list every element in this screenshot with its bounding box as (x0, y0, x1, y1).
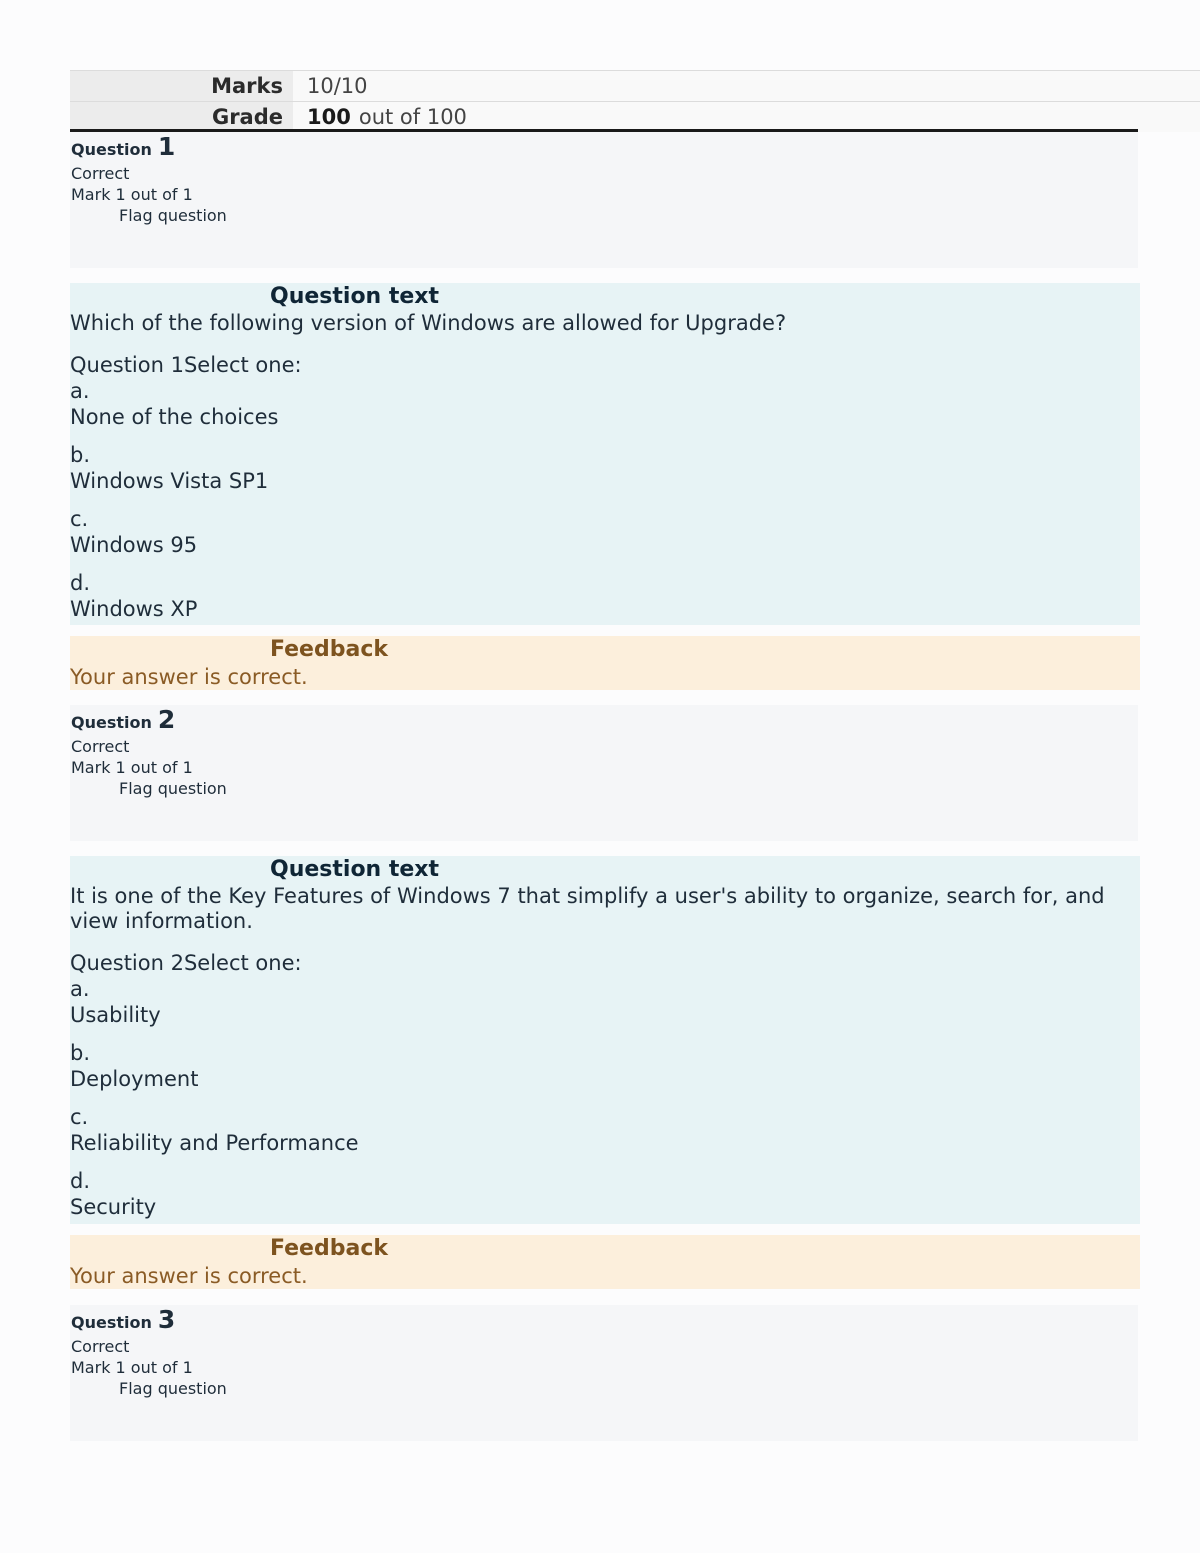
grade-out-of: out of 100 (358, 105, 467, 129)
question-state-2: Correct (71, 737, 130, 756)
answer-option-1a[interactable]: a. None of the choices (70, 379, 279, 429)
feedback-header-1: Feedback (270, 637, 388, 662)
answer-option-1b[interactable]: b. Windows Vista SP1 (70, 443, 269, 493)
answer-options-2 (70, 976, 1140, 1220)
feedback-message-1: Your answer is correct. (70, 665, 308, 689)
grade-value (293, 102, 1200, 132)
question-text-1 (70, 283, 1140, 625)
feedback-1 (70, 636, 1140, 690)
flag-question-3[interactable]: Flag question (119, 1379, 227, 1398)
question-text-2 (70, 856, 1140, 1224)
question-info-1 (70, 132, 1138, 268)
question-state-1: Correct (71, 164, 130, 183)
answer-option-1c[interactable]: c. Windows 95 (70, 507, 198, 557)
grade-score: 100 (307, 105, 351, 129)
attempt-summary (70, 70, 1200, 132)
question-number-2: Question 2 (71, 705, 176, 734)
question-mark-3: Mark 1 out of 1 (71, 1358, 193, 1377)
question-mark-1: Mark 1 out of 1 (71, 185, 193, 204)
grade-row (70, 101, 1200, 132)
answer-option-2d[interactable]: d. Security (70, 1169, 157, 1219)
select-one-label-1: Question 1Select one: (70, 353, 302, 377)
answer-option-2a[interactable]: a. Usability (70, 977, 161, 1027)
grade-label: Grade (70, 102, 293, 132)
answer-option-2c[interactable]: c. Reliability and Performance (70, 1105, 359, 1155)
select-one-label-2: Question 2Select one: (70, 951, 302, 975)
question-text-header-1: Question text (270, 284, 440, 309)
question-mark-2: Mark 1 out of 1 (71, 758, 193, 777)
feedback-header-2: Feedback (270, 1236, 388, 1261)
question-info-2 (70, 705, 1138, 841)
feedback-2 (70, 1235, 1140, 1289)
answer-options-1 (70, 378, 1140, 622)
flag-question-1[interactable]: Flag question (119, 206, 227, 225)
question-state-3: Correct (71, 1337, 130, 1356)
question-number-3: Question 3 (71, 1305, 176, 1334)
marks-row (70, 70, 1200, 101)
question-number-1: Question 1 (71, 132, 176, 161)
marks-value: 10/10 (293, 71, 1200, 101)
marks-label: Marks (70, 71, 293, 101)
feedback-message-2: Your answer is correct. (70, 1264, 308, 1288)
question-prompt-1: Which of the following version of Windows are allowed for Upgrade? (70, 311, 787, 335)
answer-option-2b[interactable]: b. Deployment (70, 1041, 199, 1091)
question-info-3 (70, 1305, 1138, 1441)
flag-question-2[interactable]: Flag question (119, 779, 227, 798)
question-text-header-2: Question text (270, 857, 440, 882)
question-prompt-2: It is one of the Key Features of Windows 7 that simplify a user's ability to organize, search for, and view information. (70, 884, 1105, 933)
answer-option-1d[interactable]: d. Windows XP (70, 571, 198, 621)
